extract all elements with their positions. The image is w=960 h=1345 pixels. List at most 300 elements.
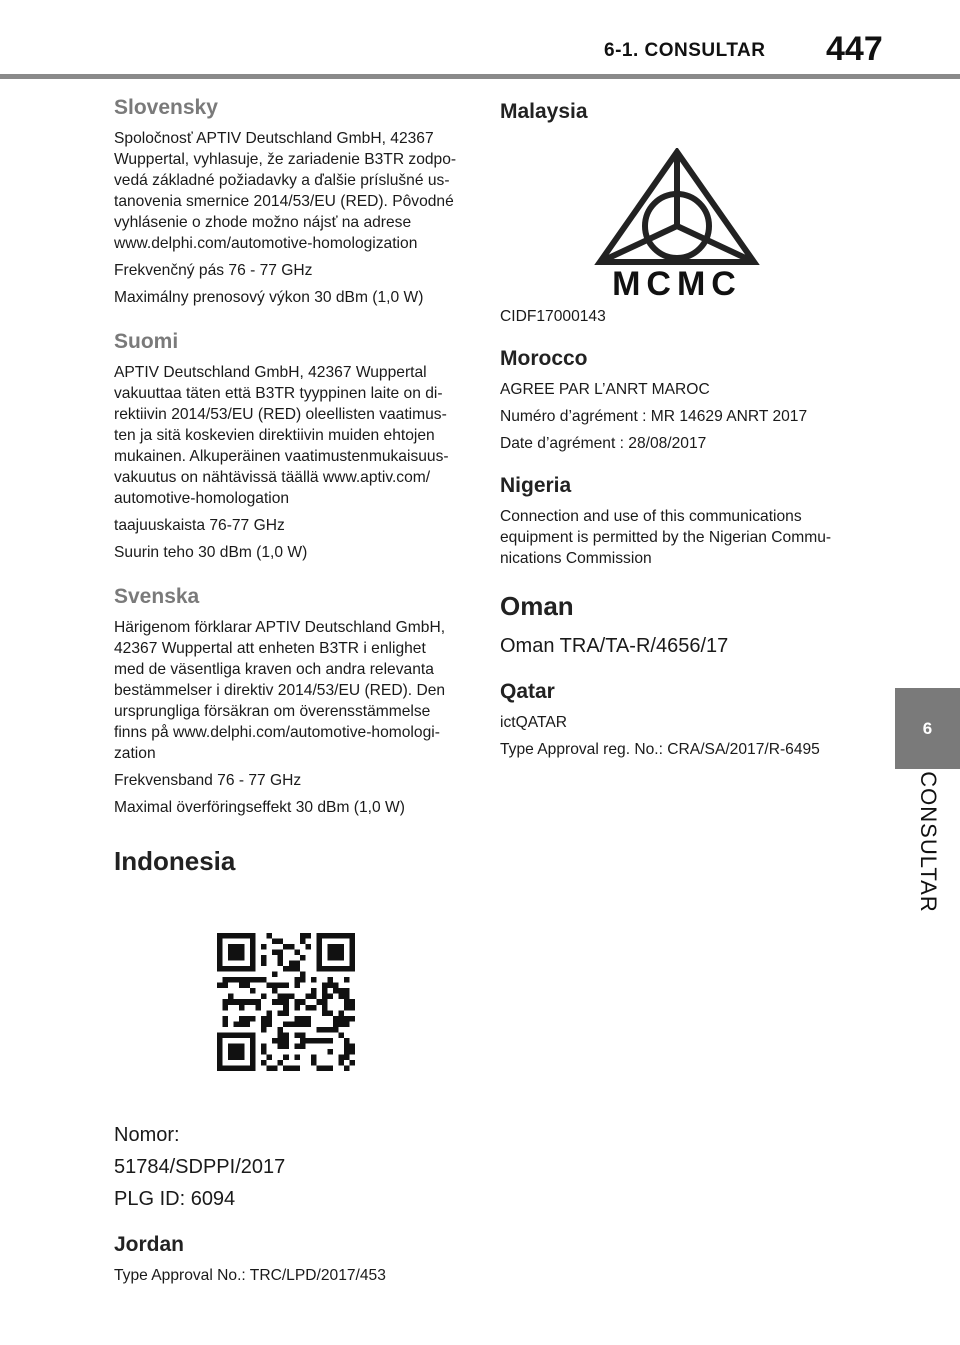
section-indonesia [114,846,474,1213]
qr-module [234,944,240,950]
qr-module [217,939,223,945]
qr-module [250,1054,256,1060]
qr-module [349,1005,355,1011]
qr-module [272,939,278,945]
qr-module [289,961,295,967]
qr-module [289,994,295,1000]
qr-module [239,1049,245,1055]
qr-module [283,966,289,972]
qr-module [228,966,234,972]
qr-module [305,933,311,939]
qr-module [322,1010,328,1016]
qr-module [311,1038,317,1044]
qr-module [294,1021,300,1027]
qr-module [261,1060,267,1066]
qr-module [239,1021,245,1027]
qr-module [239,1032,245,1038]
heading-morocco: Morocco [500,347,588,370]
qr-module [256,999,262,1005]
qr-module [278,1043,284,1049]
qr-module [338,988,344,994]
qr-module [349,966,355,972]
slovensky-frequency: Frekvenčný pás 76 - 77 GHz [114,262,313,279]
qr-module [223,1005,229,1011]
qr-module [234,955,240,961]
qr-module [344,988,350,994]
qr-module [261,1016,267,1022]
qr-module [338,1016,344,1022]
qr-module [250,933,256,939]
qr-module [322,1005,328,1011]
qr-module [283,1005,289,1011]
qr-module [217,1043,223,1049]
indonesia-plg-id: PLG ID: 6094 [114,1188,236,1210]
qr-module [223,1065,229,1071]
qr-module [250,1060,256,1066]
qr-module [223,983,229,989]
heading-suomi: Suomi [114,330,179,353]
qr-module [316,944,322,950]
qr-module [223,1032,229,1038]
qr-module [228,1054,234,1060]
qr-module [223,1021,229,1027]
qr-module [349,955,355,961]
qr-module [245,966,251,972]
qr-module [289,1021,295,1027]
qr-module [283,1065,289,1071]
qr-module [344,966,350,972]
qr-module [272,983,278,989]
qr-module [300,933,306,939]
qr-module [261,1043,267,1049]
qr-module [267,1021,273,1027]
suomi-frequency: taajuuskaista 76-77 GHz [114,517,285,534]
qr-module [283,1043,289,1049]
heading-jordan: Jordan [114,1233,185,1256]
mcmc-logo-icon [592,148,762,298]
qr-module [272,950,278,956]
qr-module [239,966,245,972]
qr-module [228,933,234,939]
qr-module [228,944,234,950]
qr-module [267,1065,273,1071]
qr-module [316,961,322,967]
slovensky-body: Spoločnosť APTIV Deutschland GmbH, 42367 Wuppertal, vyhlasuje, že zariadenie B3TR zodpo- vedá základné požiadavky a ďalšie príslušné us- tanovenia smernice 2014/53/EU (RED). Pôvodné vyhlásenie o zhode možno nájsť na adrese www.delphi.com/automotive-homologization [114,130,457,252]
qr-module [344,1016,350,1022]
qr-module [333,955,339,961]
qr-module [333,950,339,956]
qr-module [250,1032,256,1038]
qr-module [234,999,240,1005]
qr-module [333,988,339,994]
qr-module [261,944,267,950]
suomi-body: APTIV Deutschland GmbH, 42367 Wuppertal vakuuttaa täten että B3TR tyyppinen laite on di- rektiivin 2014/53/EU (RED) oleellisten vaatimus- ten ja sitä koskevien direktiivin muiden ehtojen mukainen. Alkuperäinen vaatimustenmukaisuus- vakuutus on nähtävissä täällä www.aptiv.com/ automotive-homologation [114,364,449,507]
qr-module [311,1005,317,1011]
qr-module [327,944,333,950]
qr-module [250,950,256,956]
qr-module [239,1016,245,1022]
qr-module [234,950,240,956]
qr-module [278,1060,284,1066]
qr-module [322,933,328,939]
qr-module [261,1027,267,1033]
qr-module [311,977,317,983]
qr-module [316,1038,322,1044]
heading-svenska: Svenska [114,585,200,608]
qr-module [349,939,355,945]
qr-module [234,966,240,972]
qr-module [305,994,311,1000]
qr-module [327,983,333,989]
qr-module [278,1010,284,1016]
qr-module [322,999,328,1005]
qr-code-icon [217,933,355,1071]
qr-module [283,999,289,1005]
qr-module [250,1038,256,1044]
qr-module [333,966,339,972]
qr-module [300,972,306,978]
qr-module [338,1032,344,1038]
qr-module [349,961,355,967]
qr-module [300,939,306,945]
qr-module [289,1065,295,1071]
qr-module [338,955,344,961]
qr-module [283,1010,289,1016]
section-svenska [114,585,474,818]
qr-module [294,1065,300,1071]
qr-module [349,944,355,950]
qr-module [327,1038,333,1044]
section-jordan [114,1233,474,1286]
oman-approval: Oman TRA/TA-R/4656/17 [500,635,729,657]
qr-module [344,1054,350,1060]
qr-module [234,977,240,983]
qr-module [316,1027,322,1033]
qr-module [338,1060,344,1066]
jordan-approval: Type Approval No.: TRC/LPD/2017/453 [114,1267,386,1284]
qr-module [223,977,229,983]
qr-module [327,977,333,983]
section-slovensky [114,96,474,308]
svenska-frequency: Frekvensband 76 - 77 GHz [114,772,302,789]
qr-module [272,988,278,994]
qr-module [272,1038,278,1044]
qr-module [322,966,328,972]
qr-module [234,1021,240,1027]
chapter-tab-number: 6 [922,718,933,738]
qr-module [316,966,322,972]
qr-module [250,1043,256,1049]
qr-module [250,1065,256,1071]
qr-module [278,983,284,989]
qr-module [239,933,245,939]
qr-module [300,999,306,1005]
qr-module [250,955,256,961]
qr-module [272,1065,278,1071]
qr-module [294,983,300,989]
chapter-side-label: CONSULTAR [916,771,941,913]
qr-module [311,994,317,1000]
qr-module [316,999,322,1005]
qr-module [278,1027,284,1033]
qr-module [344,977,350,983]
qr-module [267,1010,273,1016]
svenska-power: Maximal överföringseffekt 30 dBm (1,0 W) [114,799,405,816]
qr-module [245,1016,251,1022]
qr-module [217,1032,223,1038]
qr-module [267,983,273,989]
qr-module [234,1032,240,1038]
qr-module [294,1043,300,1049]
qr-module [344,1021,350,1027]
qr-module [316,955,322,961]
qr-module [327,994,333,1000]
qr-module [327,933,333,939]
qr-module [261,961,267,967]
morocco-line-3: Date d’agrément : 28/08/2017 [500,435,707,452]
qr-module [327,1027,333,1033]
qr-module [294,977,300,983]
nigeria-body: Connection and use of this communications equipment is permitted by the Nigerian Commu- nications Commission [500,508,832,567]
qr-module [327,1049,333,1055]
qr-module [294,1016,300,1022]
qr-module [300,1021,306,1027]
qr-module [234,1049,240,1055]
section-malaysia [500,100,860,327]
qr-module [289,944,295,950]
section-oman [500,591,860,660]
qr-module [245,1021,251,1027]
qr-module [278,1038,284,1044]
qr-module [322,1027,328,1033]
qr-module [234,1043,240,1049]
svenska-body: Härigenom förklarar APTIV Deutschland GmbH, 42367 Wuppertal att enheten B3TR i enlighet med de väsentliga kraven och andra relevanta bestämmelser i direktiv 2014/53/EU (RED). Den ursprungliga försäkran om överensstämmelse finns på www.delphi.com/automotive-homologi- zation [114,619,446,762]
heading-indonesia: Indonesia [114,846,236,876]
qr-module [294,950,300,956]
qr-module [300,1038,306,1044]
qr-module [322,983,328,989]
qr-module [239,1065,245,1071]
qr-module [217,1038,223,1044]
qr-module [239,983,245,989]
indonesia-nomor: 51784/SDPPI/2017 [114,1156,286,1178]
qr-module [261,977,267,983]
qr-module [305,1038,311,1044]
qr-module [289,966,295,972]
qr-module [338,1010,344,1016]
qr-module [283,1032,289,1038]
qr-module [267,1016,273,1022]
qr-module [349,1049,355,1055]
qr-module [322,1065,328,1071]
qr-module [305,944,311,950]
qr-module [228,994,234,1000]
heading-malaysia: Malaysia [500,100,588,123]
qr-module [344,933,350,939]
qr-module [294,966,300,972]
qr-module [338,944,344,950]
qr-module [305,1016,311,1022]
qr-module [283,1038,289,1044]
qr-module [322,1038,328,1044]
chapter-tab[interactable] [895,688,960,769]
section-title: 6-1. CONSULTAR [604,40,766,61]
suomi-power: Suurin teho 30 dBm (1,0 W) [114,544,308,561]
section-qatar [500,680,860,760]
qr-module [338,1054,344,1060]
heading-oman: Oman [500,591,574,621]
qr-module [283,983,289,989]
qr-module [217,961,223,967]
qr-module [228,999,234,1005]
qr-module [322,988,328,994]
qr-module [316,933,322,939]
qr-module [250,961,256,967]
qr-module [322,994,328,1000]
section-morocco [500,347,860,454]
qr-module [228,950,234,956]
qr-module [333,1021,339,1027]
qr-module [311,1054,317,1060]
qr-module [217,944,223,950]
qr-module [239,1005,245,1011]
qr-module [333,933,339,939]
qr-module [278,999,284,1005]
qr-module [283,944,289,950]
qr-module [267,1054,273,1060]
qr-module [250,966,256,972]
qr-module [327,1065,333,1071]
qr-module [338,933,344,939]
header-divider [0,74,960,79]
qr-module [338,994,344,1000]
qr-module [228,1032,234,1038]
qr-module [327,1010,333,1016]
qr-module [316,1065,322,1071]
qr-module [300,977,306,983]
qr-module [217,933,223,939]
qr-module [217,966,223,972]
qr-module [300,1032,306,1038]
qr-module [245,1065,251,1071]
qr-module [349,1060,355,1066]
qr-module [223,966,229,972]
qr-module [250,1049,256,1055]
qr-module [217,1060,223,1066]
qr-module [344,1065,350,1071]
qr-module [217,1054,223,1060]
morocco-line-1: AGREE PAR L’ANRT MAROC [500,381,710,398]
qr-module [349,1043,355,1049]
qr-module [217,950,223,956]
qr-module [256,977,262,983]
qr-module [327,966,333,972]
qatar-line-2: Type Approval reg. No.: CRA/SA/2017/R-6495 [500,741,820,758]
qr-module [250,988,256,994]
qr-module [344,999,350,1005]
qr-module [344,1043,350,1049]
qr-module [294,961,300,967]
malaysia-code: CIDF17000143 [500,308,606,325]
qr-module [305,1021,311,1027]
qr-module [278,955,284,961]
qr-module [245,977,251,983]
qr-module [250,944,256,950]
qr-module [239,944,245,950]
qr-module [228,977,234,983]
qr-module [223,933,229,939]
qr-module [349,1016,355,1022]
qr-module [228,1065,234,1071]
qr-module [283,1021,289,1027]
qr-module [250,939,256,945]
qr-module [261,994,267,1000]
qr-module [278,994,284,1000]
qr-module [294,999,300,1005]
qr-module [349,933,355,939]
qr-module [283,1054,289,1060]
qr-module [327,950,333,956]
qr-module [245,1032,251,1038]
qr-module [250,999,256,1005]
section-nigeria [500,474,860,569]
qr-module [228,1043,234,1049]
qr-module [256,1005,262,1011]
qr-module [245,999,251,1005]
qr-module [333,1027,339,1033]
qr-module [344,1049,350,1055]
qr-module [228,1049,234,1055]
qr-module [272,999,278,1005]
qr-module [300,955,306,961]
qr-module [311,988,317,994]
qr-module [344,994,350,1000]
qr-module [217,1049,223,1055]
heading-slovensky: Slovensky [114,96,218,119]
qr-module [272,972,278,978]
qr-module [217,955,223,961]
qr-module [261,1021,267,1027]
qr-module [234,933,240,939]
qr-module [250,977,256,983]
qr-module [338,1021,344,1027]
qr-module [217,1065,223,1071]
qr-module [267,933,273,939]
page-number: 447 [826,30,883,68]
qr-module [223,1016,229,1022]
qr-module [333,944,339,950]
qr-module [294,1032,300,1038]
qr-module [305,1005,311,1011]
qr-module [239,977,245,983]
qr-module [338,950,344,956]
qr-module [278,939,284,945]
qr-module [239,1043,245,1049]
qr-module [278,1032,284,1038]
qr-module [278,961,284,967]
qr-module [261,955,267,961]
qr-module [344,1038,350,1044]
qr-module [333,1016,339,1022]
qr-module [245,933,251,939]
section-suomi [114,330,474,563]
qr-module [239,950,245,956]
indonesia-nomor-label: Nomor: [114,1124,180,1146]
qr-module [300,1043,306,1049]
qr-module [316,950,322,956]
qr-module [217,983,223,989]
qr-module [327,955,333,961]
